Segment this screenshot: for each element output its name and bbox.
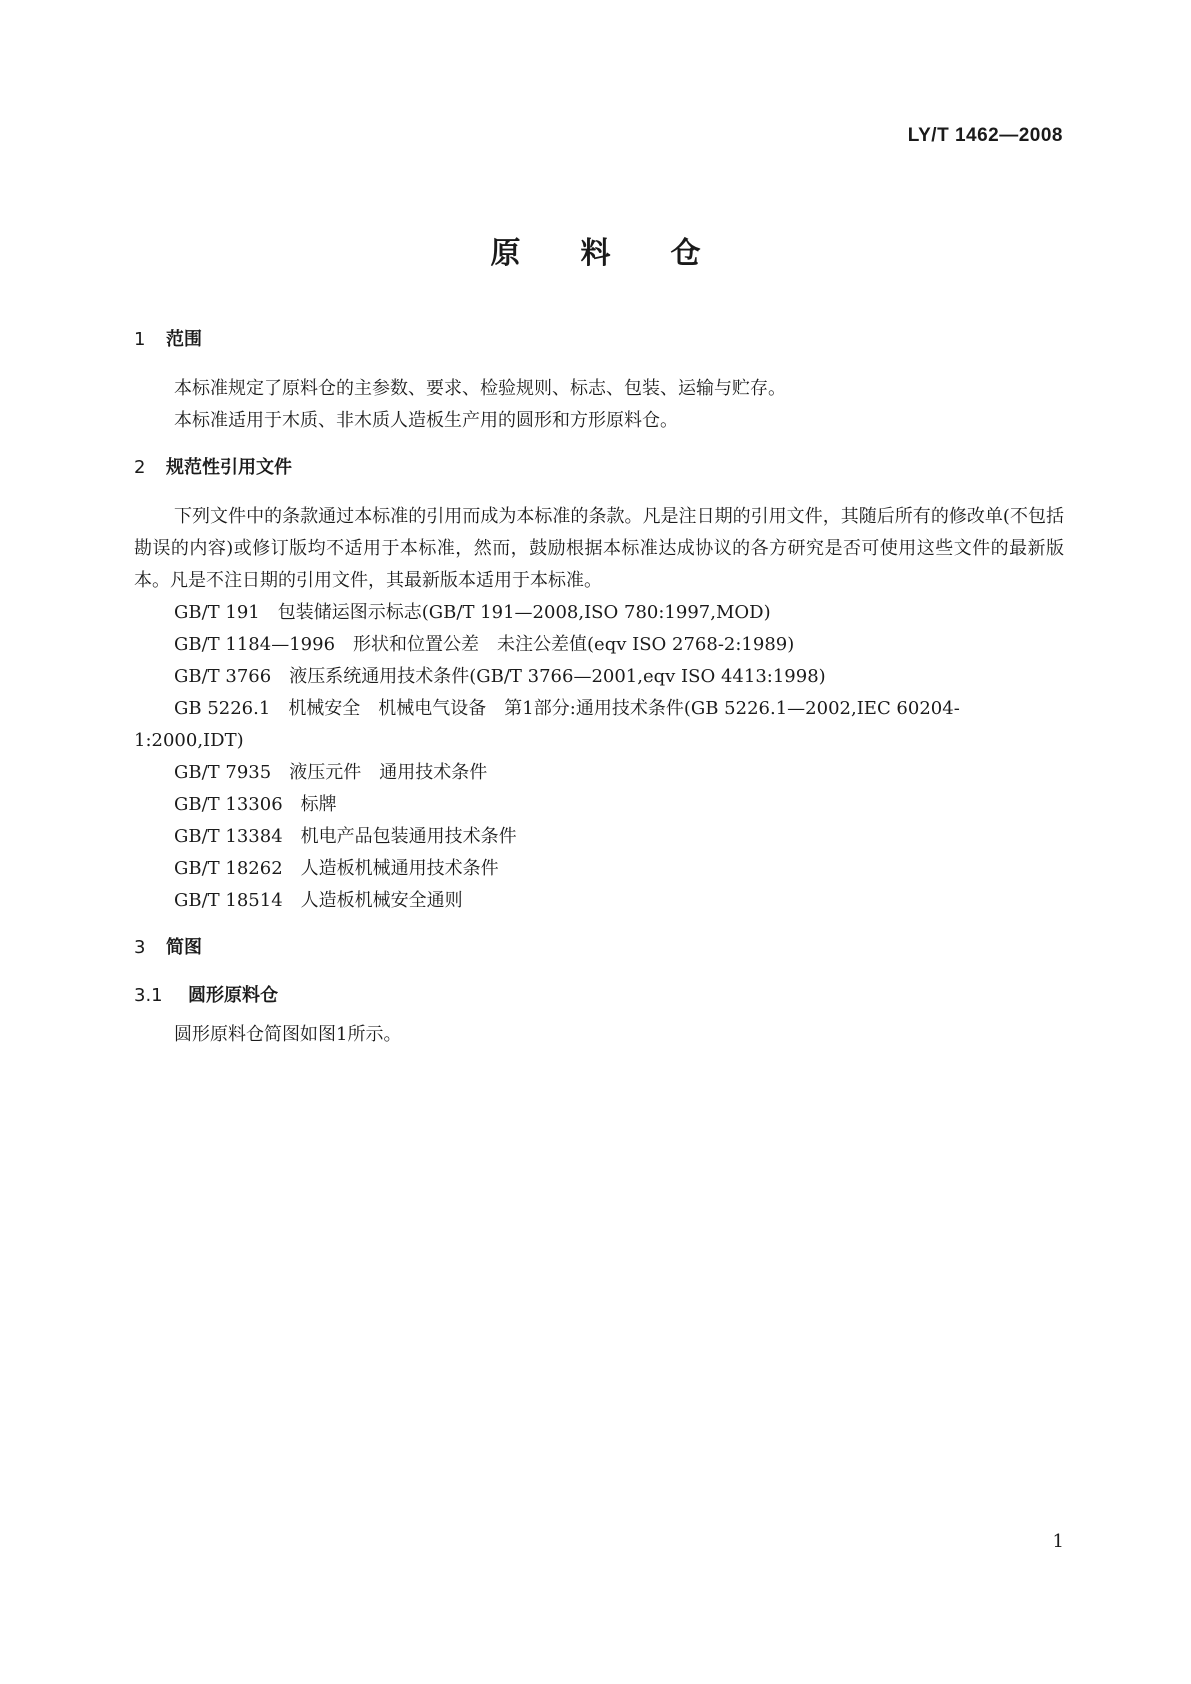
reference-item bbox=[134, 885, 1064, 917]
document-title: 原料仓 bbox=[490, 236, 761, 271]
reference-code: GB/T 3766 bbox=[174, 666, 272, 687]
section-1-paragraph-2: 本标准适用于木质、非木质人造板生产用的圆形和方形原料仓。 bbox=[174, 410, 678, 431]
section-1-paragraph-1: 本标准规定了原料仓的主参数、要求、检验规则、标志、包装、运输与贮存。 bbox=[174, 378, 786, 399]
reference-code: GB/T 18262 bbox=[174, 858, 283, 879]
reference-title: 机械安全 机械电气设备 第1部分:通用技术条件(GB 5226.1—2002,IEC 60204-1:2000,IDT) bbox=[134, 698, 960, 751]
reference-item bbox=[134, 661, 1064, 693]
reference-code: GB/T 18514 bbox=[174, 890, 283, 911]
section-title: 范围 bbox=[166, 329, 202, 350]
reference-item bbox=[134, 757, 1064, 789]
reference-code: GB/T 7935 bbox=[174, 762, 272, 783]
reference-title: 液压系统通用技术条件(GB/T 3766—2001,eqv ISO 4413:1998) bbox=[289, 666, 826, 687]
reference-title: 液压元件 通用技术条件 bbox=[289, 762, 488, 783]
reference-title: 机电产品包装通用技术条件 bbox=[300, 826, 517, 847]
reference-code: GB 5226.1 bbox=[174, 698, 271, 719]
reference-item bbox=[134, 821, 1064, 853]
reference-code: GB/T 191 bbox=[174, 602, 260, 623]
section-number: 2 bbox=[134, 457, 146, 478]
document-body bbox=[134, 325, 1064, 1051]
reference-title: 标牌 bbox=[300, 794, 337, 815]
reference-title: 形状和位置公差 未注公差值(eqv ISO 2768-2:1989) bbox=[353, 634, 795, 655]
section-number: 3 bbox=[134, 937, 146, 958]
section-title: 规范性引用文件 bbox=[166, 457, 292, 478]
reference-title: 人造板机械安全通则 bbox=[300, 890, 463, 911]
section-2-intro: 下列文件中的条款通过本标准的引用而成为本标准的条款。凡是注日期的引用文件，其随后所有的修改单(不包括勘误的内容)或修订版均不适用于本标准，然而，鼓励根据本标准达成协议的各方研究是否可使用这些文件的最新版本。凡是不注日期的引用文件，其最新版本适用于本标准。 bbox=[134, 506, 1064, 591]
section-title: 简图 bbox=[166, 937, 202, 958]
reference-item bbox=[134, 789, 1064, 821]
reference-code: GB/T 1184—1996 bbox=[174, 634, 336, 655]
section-3-heading bbox=[134, 933, 1064, 959]
reference-item bbox=[134, 693, 1064, 757]
reference-code: GB/T 13306 bbox=[174, 794, 283, 815]
subsection-3-1-heading bbox=[134, 981, 1064, 1007]
section-number: 1 bbox=[134, 329, 146, 350]
subsection-title: 圆形原料仓 bbox=[188, 985, 278, 1006]
section-1-heading bbox=[134, 325, 1064, 351]
page-number: 1 bbox=[1052, 1531, 1064, 1552]
reference-item bbox=[134, 597, 1064, 629]
reference-item bbox=[134, 629, 1064, 661]
reference-title: 人造板机械通用技术条件 bbox=[300, 858, 499, 879]
subsection-number: 3.1 bbox=[134, 985, 163, 1006]
standard-code: LY/T 1462—2008 bbox=[907, 125, 1063, 146]
reference-title: 包装储运图示标志(GB/T 191—2008,ISO 780:1997,MOD) bbox=[277, 602, 771, 623]
section-2-heading bbox=[134, 453, 1064, 479]
subsection-3-1-paragraph: 圆形原料仓简图如图1所示。 bbox=[174, 1024, 402, 1045]
reference-item bbox=[134, 853, 1064, 885]
reference-code: GB/T 13384 bbox=[174, 826, 283, 847]
